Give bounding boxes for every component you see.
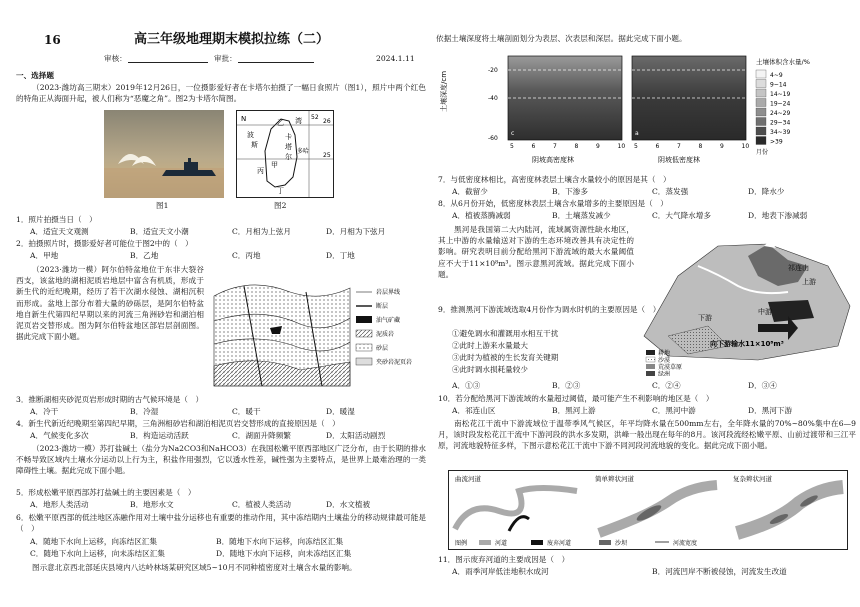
- legend-sand: 砂层: [376, 345, 389, 352]
- qatar-outline: [265, 119, 297, 187]
- q10-option-c[interactable]: C．黑河中游: [652, 406, 696, 415]
- q4-stem: 4．新生代新近纪晚期至第四纪早期，三角洲相砂岩和湖泊相泥页岩交替形成的直接原因是（ ）: [16, 419, 340, 428]
- q11-option-b[interactable]: B．河流凹岸不断被侵蚀，河流发生改道: [652, 567, 787, 576]
- map-label-ka: 卡: [285, 133, 292, 141]
- legend-swatch: [756, 127, 766, 135]
- page-title: 高三年级地理期末模拟拉练（二）: [134, 32, 330, 47]
- legend-channel: 河道: [495, 540, 508, 547]
- q7-option-b[interactable]: B．下渗多: [552, 187, 588, 196]
- q2-option-c[interactable]: C．丙地: [232, 251, 261, 260]
- soil-ylabel: 土壤深度/cm: [440, 70, 448, 112]
- xtick-label: 6: [655, 143, 660, 150]
- intro-q9-10: 黑河是我国第二大内陆河，流域属资源性缺水地区，其上中游的水量输送对下游的生态环境改善具有决定性的影响。研究表明目前分配给黑河下游流域的最大水量阈值应不大于11×10⁸m³。图示意黑河流域。据此完成下面小题。: [438, 225, 634, 279]
- q1-option-d[interactable]: D．月相为下弦月: [326, 227, 386, 236]
- q1-option-b[interactable]: B．适宜天文小潮: [130, 227, 189, 236]
- legend-stratum: 岩层界线: [376, 289, 401, 296]
- q1-option-a[interactable]: A．适宜天文观测: [30, 227, 89, 236]
- legend-title: 土壤体积含水量/%: [756, 58, 810, 66]
- legend-swatch: [756, 108, 766, 116]
- soil-moisture-chart: [436, 50, 856, 168]
- q1-stem: 1．照片拍摄当日（ ）: [16, 215, 97, 224]
- intro-q7-8-cont: 依据土壤深度将土壤剖面划分为表层、次表层和深层。据此完成下面小题。: [436, 34, 687, 43]
- q9-option-a[interactable]: A．①③: [452, 381, 481, 390]
- q7-option-a[interactable]: A．截留少: [452, 187, 488, 196]
- abandoned-channel: [509, 517, 529, 531]
- qatar-map-svg: [237, 111, 333, 197]
- q3-option-a[interactable]: A．冷干: [30, 407, 59, 416]
- intro-q11: 南松花江干流中下游流域位于温带季风气候区，年平均降水量在500mm左右，全年降水量的70%~80%集中在6—9月，该时段发松花江干流中下游河段的洪水多发期，洪峰一般出现在每年的8月。该河段流经松嫩平原、山前过渡带和三江平原，河流地貌特征多样，下图示意松花江干流中下游不同河段河流地貌的变化。据此完成下面小题。: [438, 419, 856, 451]
- q7-stem: 7．与低密度林相比，高密度林表层土壤含水量较小的原因是其（ ）: [438, 175, 671, 184]
- soil-chart-svg: [436, 50, 856, 168]
- legend-oil: 油气矿藏: [376, 317, 401, 324]
- xtick-label: 9: [596, 143, 600, 150]
- map-label-ta: 塔: [285, 143, 292, 151]
- legend-width: 河流宽度: [673, 540, 698, 547]
- xtick-label: 10: [741, 143, 750, 150]
- meander-channel: [455, 488, 577, 529]
- river-channel-diagram: [448, 470, 848, 550]
- q9-item-1: ①避免调水和灌溉用水相互干扰: [452, 329, 559, 338]
- legend-desert: 沙漠: [658, 357, 671, 364]
- q11-stem: 11．图示废弃河道的主要成因是（ ）: [438, 555, 570, 564]
- q10-option-d[interactable]: D．黑河下游: [748, 406, 793, 415]
- map-lon-52: 52: [311, 114, 319, 121]
- xtick-label: 7: [677, 143, 681, 150]
- xtick-label: 9: [720, 143, 724, 150]
- complex-braided-channel: [737, 487, 843, 533]
- legend-swatch: [756, 99, 766, 107]
- q6-option-c[interactable]: C．随地下水向上运移，向未冻结区汇集: [30, 549, 165, 558]
- q8-option-d[interactable]: D．地表下渗减弱: [748, 211, 808, 220]
- q7-option-c[interactable]: C．蒸发强: [652, 187, 689, 196]
- heihe-map-svg: [638, 226, 854, 376]
- legend-swatch: [756, 137, 766, 145]
- legend-swatch: [756, 118, 766, 126]
- q8-stem: 8．从6月份开始，低密度林表层土壤含水量增多的主要原因是（ ）: [438, 199, 668, 208]
- legend-steppe: 荒漠草原: [658, 364, 683, 371]
- xtick-label: 5: [510, 143, 514, 150]
- q10-option-b[interactable]: B．黑河上游: [552, 406, 596, 415]
- q9-option-d[interactable]: D．③④: [748, 381, 777, 390]
- map-lat-25: 25: [323, 152, 331, 159]
- q4-option-b[interactable]: B．构造运动活跃: [130, 431, 189, 440]
- legend-range-label: 19~24: [770, 100, 791, 108]
- legend-range-label: 24~29: [770, 110, 791, 117]
- legend-range-label: >39: [770, 138, 783, 146]
- legend-fault: 断层: [376, 303, 389, 310]
- map-label-er: 尔: [285, 153, 292, 161]
- qatar-map: [236, 110, 334, 198]
- q6-option-d[interactable]: D．随地下水向下运移，向未冻结区汇集: [216, 549, 352, 558]
- q9-item-4: ④此时调水损耗量较少: [452, 365, 528, 374]
- q4-option-a[interactable]: A．气候变化多次: [30, 431, 89, 440]
- q5-option-a[interactable]: A．地形人类活动: [30, 500, 89, 509]
- right-column: [432, 0, 860, 607]
- exam-date: 2024.1.11: [376, 54, 415, 63]
- intro-q7-8: 图示意北京西北部延庆县境内八达岭林场某研究区域5~10月不同种植密度对土壤含水量的影响。: [32, 563, 357, 572]
- moisture-legend: [756, 70, 790, 146]
- panel-tag-c: c: [511, 130, 515, 137]
- eclipse-photo-svg: [104, 110, 224, 198]
- fig2-caption: 图2: [274, 201, 287, 210]
- ytick-60: -60: [488, 135, 498, 142]
- soil-xlabel: 月份: [756, 149, 769, 156]
- map-label-ding: 丁: [277, 187, 284, 195]
- label-upstream: 上游: [802, 278, 816, 286]
- legend-swatch: [756, 89, 766, 97]
- q9-option-b[interactable]: B．②③: [552, 381, 581, 390]
- q2-option-a[interactable]: A．甲地: [30, 251, 59, 260]
- q3-option-d[interactable]: D．暖湿: [326, 407, 355, 416]
- q7-option-d[interactable]: D．降水少: [748, 187, 785, 196]
- map-lat-26: 26: [323, 118, 331, 125]
- q10-stem: 10．若分配给黑河下游流域的水量超过阈值，最可能产生不利影响的地区是（ ）: [438, 394, 714, 403]
- q9-item-3: ③此时为植被的生长发育关键期: [452, 353, 559, 362]
- q11-option-a[interactable]: A．雨季河岸低洼地积水成河: [452, 567, 549, 576]
- ytick-40: -40: [488, 95, 498, 102]
- reviewer-line: [128, 62, 208, 63]
- right-panel-title: 阴坡低密度林: [658, 156, 700, 164]
- q10-option-a[interactable]: A．祁连山区: [452, 406, 496, 415]
- map-label-wan: 湾: [295, 117, 302, 125]
- basin-section-svg: [210, 266, 426, 392]
- legend-range-label: 29~34: [770, 119, 791, 127]
- q1-option-c[interactable]: C．月相为上弦月: [232, 227, 291, 236]
- q6-option-b[interactable]: B．随地下水向下运移，向冻结区汇集: [216, 537, 344, 546]
- xtick-label: 6: [531, 143, 536, 150]
- map-label-yi: 乙: [277, 119, 284, 127]
- approver-line: [238, 62, 314, 63]
- q3-option-b[interactable]: B．冷湿: [130, 407, 159, 416]
- label-midstream: 中游: [758, 308, 772, 316]
- intro-q1-2: （2023·潍坊高三期末）2019年12月26日，一位摄影爱好者在卡塔尔拍摄了一幅日食照片（图1），照片中两个红色的特角正从海面升起，被人们称为“恶魔之角”。图2为卡塔尔简图。: [16, 83, 426, 104]
- q2-option-d[interactable]: D．丁地: [326, 251, 355, 260]
- q8-option-c[interactable]: C．大气降水增多: [652, 211, 711, 220]
- map-label-si: 斯: [251, 141, 258, 149]
- q3-stem: 3．推断湖相夹砂泥页岩形成时期的古气候环境是（ ）: [16, 395, 204, 404]
- legend-swatch: [756, 70, 766, 78]
- map-label-jia: 甲: [271, 161, 278, 169]
- q5-option-d[interactable]: D．水文植被: [326, 500, 371, 509]
- ytick-20: -20: [488, 67, 498, 74]
- q9-item-2: ②此时上游来水量最大: [452, 341, 528, 350]
- legend-sandy-shale: 夹砂岩泥页岩: [376, 359, 413, 366]
- river-title-complex-braided: 复杂辫状河道: [733, 475, 772, 483]
- fig1-caption: 图1: [156, 201, 169, 210]
- q6-stem: 6．松嫩平原西部的低洼地区冻融作用对土壤中盐分运移也有重要的推动作用，其中冻结期内土壤盐分的移动规律最可能是（ ）: [16, 513, 426, 534]
- map-label-bing: 丙: [257, 167, 264, 175]
- label-qilian: 祁连山: [788, 264, 809, 272]
- q2-option-b[interactable]: B．乙地: [130, 251, 159, 260]
- q5-stem: 5．形成松嫩平原西部苏打盐碱土的主要因素是（ ）: [16, 488, 196, 497]
- legend-farmland: 耕地: [658, 350, 671, 357]
- q4-option-c[interactable]: C．湖面升降频繁: [232, 431, 291, 440]
- q6-option-a[interactable]: A．随地下水向上运移，向冻结区汇集: [30, 537, 157, 546]
- basin-section-diagram: [210, 266, 426, 392]
- xtick-label: 10: [617, 143, 626, 150]
- approver-label: 审批：: [214, 54, 237, 63]
- label-downstream: 下游: [698, 314, 712, 322]
- xtick-label: 8: [574, 143, 579, 150]
- ship-icon: [162, 170, 216, 176]
- q9-stem-line: 9．推测黑河下游流域选取4月份作为调水时机的主要原因是（ ）: [438, 305, 661, 314]
- q5-option-b[interactable]: B．地形水文: [130, 500, 174, 509]
- legend-range-label: 14~19: [770, 91, 791, 98]
- map-label-bo: 波: [247, 131, 254, 139]
- left-panel-title: 阴坡高密度林: [532, 156, 574, 164]
- map-label-doha: 多哈: [297, 148, 310, 155]
- legend-oasis: 绿洲: [658, 371, 671, 376]
- legend-range-label: 34~39: [770, 129, 791, 136]
- q8-option-a[interactable]: A．植被蒸腾减弱: [452, 211, 511, 220]
- section-heading: 一、选择题: [16, 71, 54, 80]
- q8-option-b[interactable]: B．土壤蒸发减少: [552, 211, 611, 220]
- q3-option-c[interactable]: C．暖干: [232, 407, 261, 416]
- q2-stem: 2．拍摄照片时，摄影爱好者可能位于图2中的（ ）: [16, 239, 193, 248]
- legend-prefix: 图例: [455, 540, 468, 547]
- q9-option-c[interactable]: C．②④: [652, 381, 681, 390]
- intro-q5-6: （2023·潍坊一模）苏打盐碱土（盐分为Na2CO3和NaHCO3）在我国松嫩平原西部地区广泛分布，由于长期的排水不畅导致区域内土壤水分运动以上行为主，积盐作用强烈，它以透水性差，碱性强为主要特点，是世界上最难治理的一类障碍性土壤。据此完成下面小题。: [16, 444, 426, 476]
- soil-xticks: [510, 143, 749, 150]
- heihe-basin-map: [638, 226, 854, 376]
- xtick-label: 7: [553, 143, 557, 150]
- reviewer-label: 审核：: [104, 54, 127, 63]
- intro-q3-4: （2023·潍坊一模）阿尔伯特盆地位于东非大裂谷西支，该盆地的湖相泥质岩地层中富含有机质，形成于新生代的近纪晚期，经历了若干次湖水侵蚀、湖相沉积而形成。盆地上部分布着大量的砂砾层，是阿尔伯特盆地自新生代第四纪早期以来的河流三角洲砂岩和湖泊相泥页岩交替形成。图为阿尔伯特盆地区部岩层剖面图。据此完成下面小题。: [16, 265, 204, 342]
- legend-mudstone: 泥质岩: [376, 331, 395, 338]
- river-title-simple-braided: 简单辫状河道: [595, 475, 634, 483]
- xtick-label: 5: [634, 143, 638, 150]
- legend-range-label: 4~9: [770, 72, 783, 79]
- legend-abandoned: 废弃河道: [547, 540, 572, 547]
- legend-sandbar: 沙坝: [615, 540, 628, 547]
- legend-range-label: 9~14: [770, 81, 787, 89]
- xtick-label: 8: [698, 143, 703, 150]
- river-title-meander: 曲流河道: [455, 475, 481, 483]
- legend-swatch: [756, 80, 766, 88]
- river-channel-svg: [449, 471, 847, 549]
- north-arrow-icon: N: [241, 115, 247, 123]
- eclipse-photo: [104, 110, 224, 198]
- label-transfer: 向下游输水11×10⁸m³: [710, 340, 784, 348]
- panel-tag-a: a: [635, 130, 639, 137]
- q4-option-d[interactable]: D．太阳活动剧烈: [326, 431, 386, 440]
- page-number: 16: [44, 33, 61, 47]
- q5-option-c[interactable]: C．植被人类活动: [232, 500, 291, 509]
